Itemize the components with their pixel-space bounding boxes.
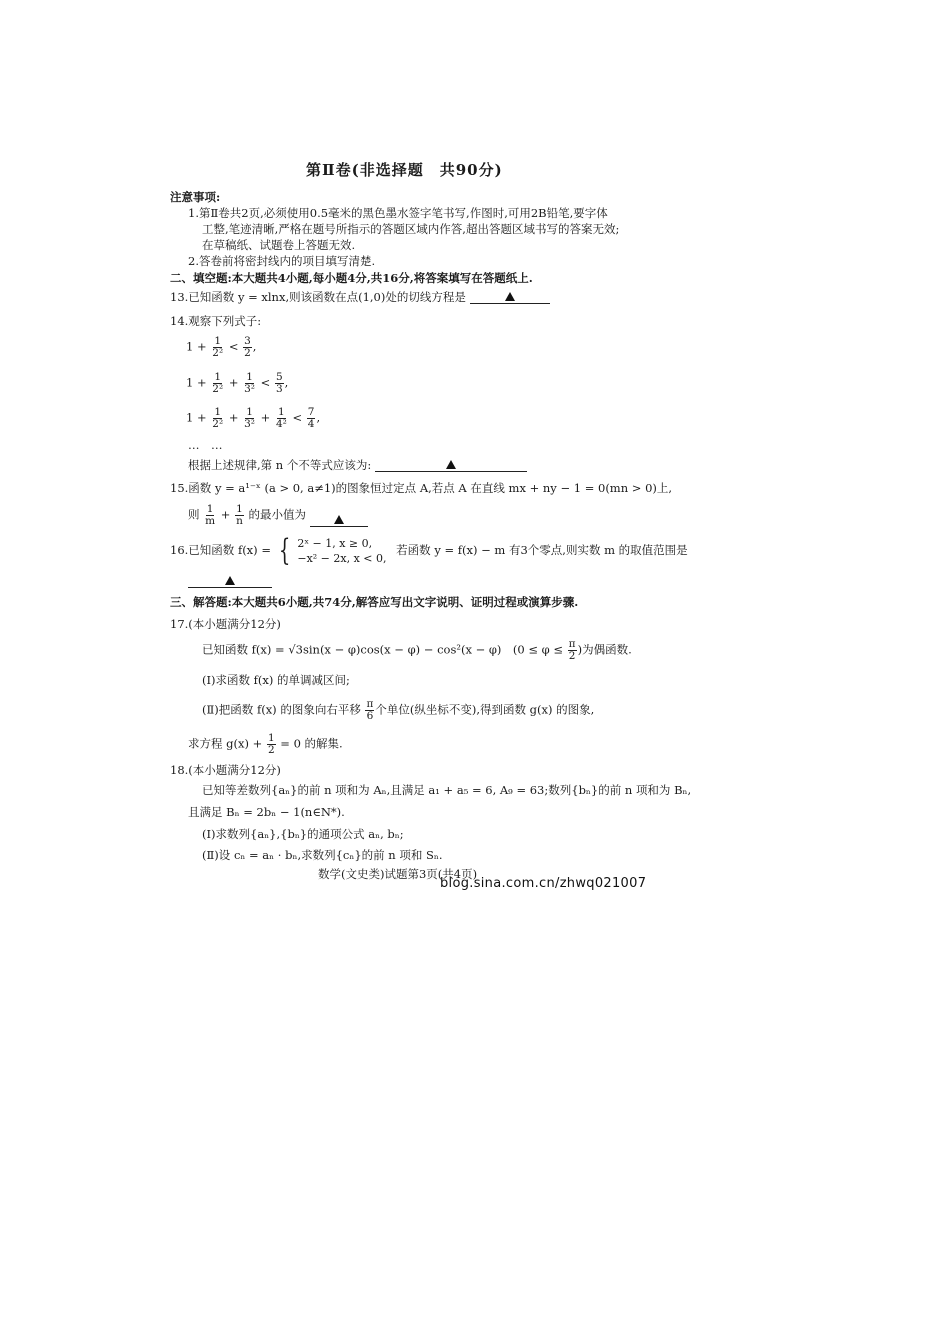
left-brace: { [278,533,290,568]
fraction [568,639,577,662]
question-14-inequality-1 [186,336,256,359]
question-18-line-2: 且满足 Bₙ = 2bₙ − 1(n∈N*). [188,805,345,819]
denominator: 3² [244,383,255,395]
numerator: 1 [267,732,275,744]
less-than: < [260,375,271,390]
numerator: 3 [244,335,251,347]
fraction [211,407,224,430]
denominator: 2 [568,650,576,662]
numerator: 1 [246,406,253,418]
notice-heading: 注意事项: [170,190,221,204]
fraction [235,504,244,527]
question-13-text: 13.已知函数 y = xlnx,则该函数在点(1,0)处的切线方程是 [170,290,466,304]
plus: + [228,410,239,425]
question-17-given-text: 已知函数 f(x) = √3sin(x − φ)cos(x − φ) − cos²(x − φ) (0 ≤ φ ≤ [202,642,564,657]
fraction [204,504,216,527]
fraction [365,699,374,722]
lead-term: 1 + [186,410,207,425]
question-18-line-1: 已知等差数列{aₙ}的前 n 项和为 Aₙ,且满足 a₁ + a₅ = 6, A₉ = 63;数列{bₙ}的前 n 项和为 Bₙ, [202,783,692,797]
numerator: π [366,698,374,710]
fraction [211,372,224,395]
equation-lead: 求方程 g(x) + [188,736,263,751]
question-16 [170,533,688,568]
piecewise-cases [297,536,386,566]
answer-blank-15 [310,514,368,527]
denominator: 2 [244,347,251,359]
denominator: 2 [267,744,275,756]
question-18-part-2: (Ⅱ)设 cₙ = aₙ · bₙ,求数列{cₙ}的前 n 项和 Sₙ. [202,848,443,862]
notice-item-1-line-1: 1.第Ⅱ卷共2页,必须使用0.5毫米的黑色墨水签字笔书写,作图时,可用2B铅笔,要字体 [188,206,608,220]
fraction [243,407,256,430]
case-1: 2ˣ − 1, x ≥ 0, [297,537,373,550]
less-than: < [292,410,303,425]
question-18-head: 18.(本小题满分12分) [170,763,281,777]
question-17-part-2-equation [188,733,343,756]
comma: , [316,410,321,425]
denominator: 3² [244,418,255,430]
answer-blank-16 [188,575,272,588]
numerator: 1 [214,406,222,418]
fraction [275,407,288,430]
numerator: 1 [246,371,253,383]
comma: , [252,339,257,354]
lead-term: 则 [188,507,200,522]
fraction [275,372,284,395]
plus: + [220,507,231,522]
case-2: −x² − 2x, x < 0, [297,552,387,565]
fraction [211,336,224,359]
question-17-part-2-lead: (Ⅱ)把函数 f(x) 的图象向右平移 [202,702,361,717]
numerator: 1 [206,503,214,515]
denominator: 4² [275,418,287,430]
notice-item-1-line-3: 在草稿纸、试题卷上答题无效. [202,238,356,252]
answer-blank-16-line [188,574,272,588]
question-17-part-2 [202,699,594,722]
denominator: m [205,515,216,527]
question-15-line-2 [188,504,368,527]
numerator: 1 [236,503,243,515]
blog-watermark: blog.sina.com.cn/zhwq021007 [440,876,647,891]
comma: , [284,375,289,390]
page-footer: 数学(文史类)试题第3页(共4页) [318,867,478,881]
question-14-inequality-3 [186,407,320,430]
answer-marker-icon [334,515,344,524]
denominator: 2² [212,383,224,395]
lead-term: 1 + [186,375,207,390]
plus: + [228,375,239,390]
notice-item-2: 2.答卷前将密封线内的项目填写清楚. [188,254,376,268]
fraction [243,336,252,359]
question-17-part-2-tail: 个单位(纵坐标不变),得到函数 g(x) 的图象, [375,702,595,717]
fraction [267,733,276,756]
notice-item-1-line-2: 工整,笔迹清晰,严格在题号所指示的答题区域内作答,超出答题区域书写的答案无效; [202,222,620,236]
answer-blank-14 [375,459,527,472]
lead-term: 1 + [186,339,207,354]
numerator: π [568,638,576,650]
question-15-tail: 的最小值为 [248,507,306,522]
numerator: 1 [278,406,285,418]
answer-marker-icon [225,576,235,585]
question-17-head: 17.(本小题满分12分) [170,617,281,631]
question-14-ellipsis: … … [188,438,223,452]
fraction [243,372,256,395]
denominator: n [236,515,243,527]
numerator: 5 [275,371,283,383]
question-14-conclusion-text: 根据上述规律,第 n 个不等式应该为: [188,458,372,472]
less-than: < [228,339,239,354]
question-16-lead: 16.已知函数 f(x) = [170,543,271,557]
answer-blank-13 [470,291,550,304]
question-15-line-1: 15.函数 y = a¹⁻ˣ (a > 0, a≠1)的图象恒过定点 A,若点 A 在直线 mx + ny − 1 = 0(mn > 0)上, [170,481,673,495]
question-14-conclusion [188,458,527,472]
numerator: 1 [214,371,222,383]
question-17-part-1: (Ⅰ)求函数 f(x) 的单调减区间; [202,673,350,687]
answer-marker-icon [505,292,515,301]
numerator: 1 [214,335,222,347]
denominator: 3 [275,383,283,395]
fraction [307,407,316,430]
denominator: 6 [366,710,374,722]
question-18-part-1: (Ⅰ)求数列{aₙ},{bₙ}的通项公式 aₙ, bₙ; [202,827,404,841]
denominator: 2² [212,347,224,359]
plus: + [260,410,271,425]
denominator: 4 [307,418,315,430]
question-13 [170,290,550,304]
question-16-tail: 若函数 y = f(x) − m 有3个零点,则实数 m 的取值范围是 [396,543,688,557]
section-title: 第Ⅱ卷(非选择题 共90分) [306,161,503,179]
denominator: 2² [212,418,224,430]
question-14-inequality-2 [186,372,288,395]
fill-in-section-heading: 二、填空题:本大题共4小题,每小题4分,共16分,将答案填写在答题纸上. [170,271,533,285]
solution-section-heading: 三、解答题:本大题共6小题,共74分,解答应写出文字说明、证明过程或演算步骤. [170,595,579,609]
numerator: 7 [307,406,315,418]
question-17-given [202,639,632,662]
equation-tail: = 0 的解集. [280,736,343,751]
answer-marker-icon [446,460,456,469]
question-14-intro: 14.观察下列式子: [170,314,262,328]
question-17-given-tail: )为偶函数. [577,642,632,657]
